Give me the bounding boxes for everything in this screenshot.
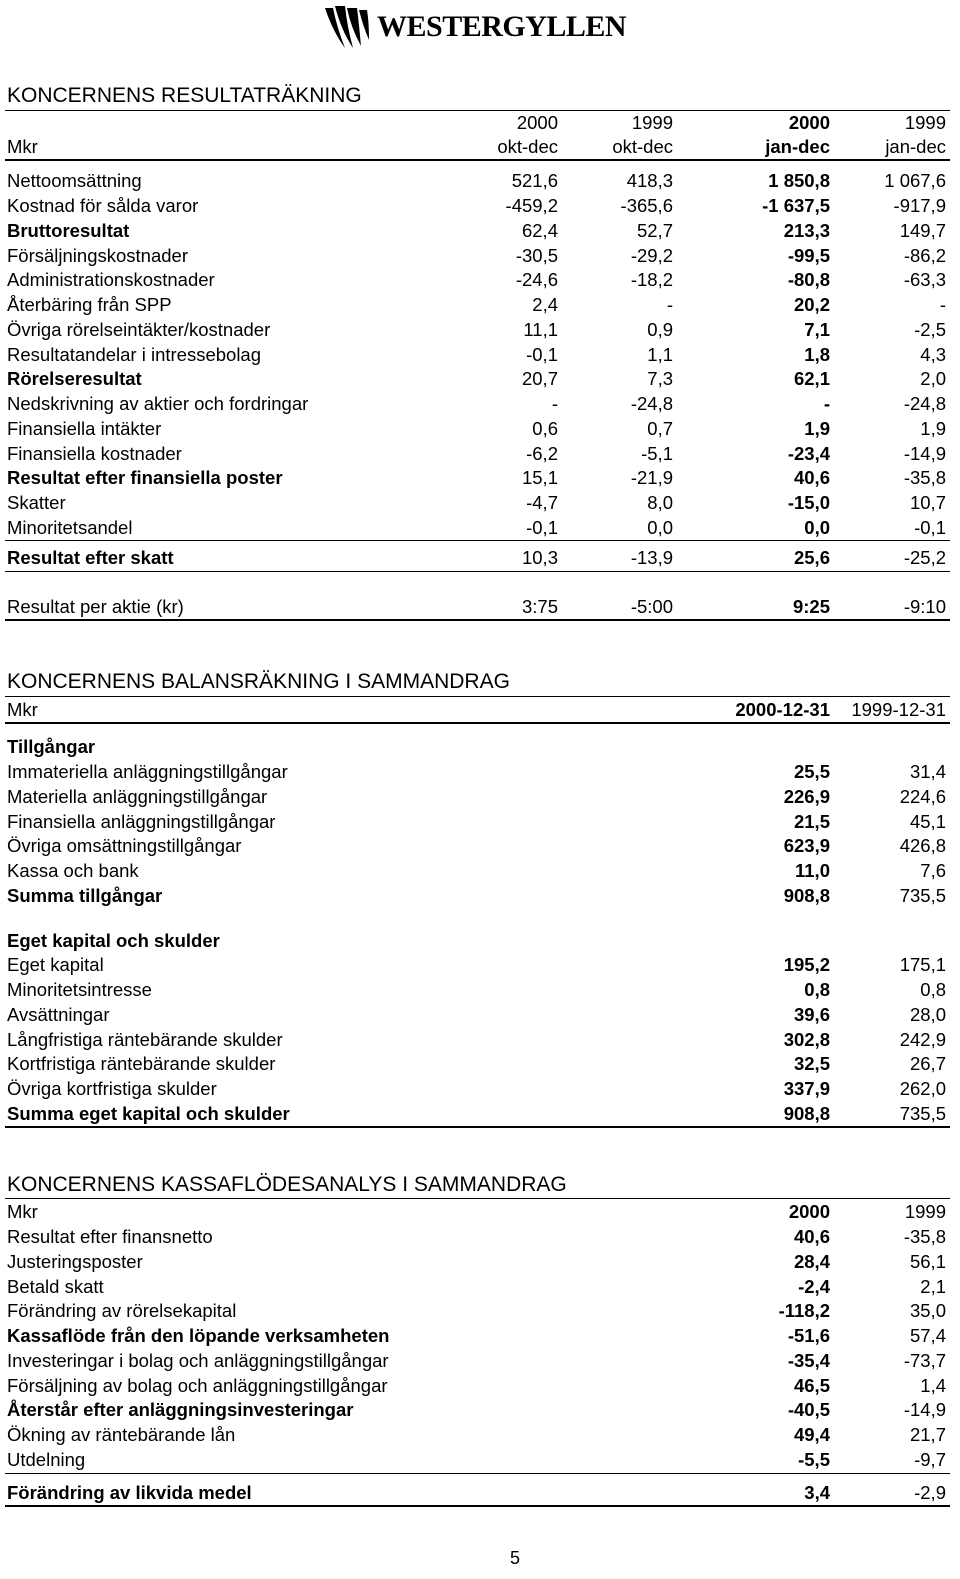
table-row <box>0 219 960 243</box>
col-year: 1999 <box>904 1201 946 1222</box>
table-row <box>0 1275 960 1299</box>
cell: 195,2 <box>783 954 830 975</box>
cell: - <box>551 393 558 414</box>
table-row <box>0 1077 960 1101</box>
row-label: Skatter <box>7 492 66 513</box>
cell: -13,9 <box>630 547 673 568</box>
row-label: Finansiella anläggningstillgångar <box>7 811 276 832</box>
cell: 3:75 <box>521 596 558 617</box>
row-label: Resultat efter finansiella poster <box>7 467 283 488</box>
cell: 46,5 <box>793 1375 830 1396</box>
cell: 521,6 <box>511 170 558 191</box>
cell: 1 850,8 <box>768 170 830 191</box>
cell: -0,1 <box>526 517 558 538</box>
cell: 0,8 <box>804 979 830 1000</box>
cashflow-title: KONCERNENS KASSAFLÖDESANALYS I SAMMANDRAG <box>7 1173 567 1196</box>
table-row <box>0 1398 960 1422</box>
cell: 2,1 <box>920 1276 946 1297</box>
cell: 21,5 <box>793 811 830 832</box>
cell: -5:00 <box>630 596 673 617</box>
row-label: Avsättningar <box>7 1004 110 1025</box>
cell: 39,6 <box>793 1004 830 1025</box>
cell: - <box>939 294 946 315</box>
row-label: Försäljning av bolag och anläggningstillgångar <box>7 1375 388 1396</box>
balance-sheet-title: KONCERNENS BALANSRÄKNING I SAMMANDRAG <box>7 670 510 693</box>
row-label: Finansiella intäkter <box>7 418 162 439</box>
row-label: Finansiella kostnader <box>7 443 182 464</box>
table-row <box>0 318 960 342</box>
income-header-periods <box>0 135 960 159</box>
cell: 25,5 <box>793 761 830 782</box>
divider <box>5 540 950 541</box>
cell: 25,6 <box>793 547 830 568</box>
company-logo <box>323 2 626 52</box>
cell: 9:25 <box>792 596 830 617</box>
cell: 1 067,6 <box>884 170 946 191</box>
col-year: 2000 <box>788 112 830 133</box>
cell: -73,7 <box>903 1350 946 1371</box>
cell: 26,7 <box>909 1053 946 1074</box>
cell: 15,1 <box>521 467 558 488</box>
cell: 735,5 <box>899 885 946 906</box>
cell: 28,4 <box>793 1251 830 1272</box>
col-year: 2000 <box>516 112 558 133</box>
table-row-total <box>0 546 960 570</box>
col-period: jan-dec <box>885 136 946 157</box>
table-row <box>0 1052 960 1076</box>
col-date: 1999-12-31 <box>851 699 946 720</box>
row-label: Investeringar i bolag och anläggningstillgångar <box>7 1350 389 1371</box>
cell: 302,8 <box>783 1029 830 1050</box>
col-period: okt-dec <box>612 136 673 157</box>
cell: 0,7 <box>647 418 673 439</box>
table-row <box>0 810 960 834</box>
table-row <box>0 516 960 540</box>
row-label: Administrationskostnader <box>7 269 215 290</box>
divider <box>5 1505 950 1507</box>
westergyllen-wave-emblem-icon <box>323 2 373 52</box>
row-label: Långfristiga räntebärande skulder <box>7 1029 283 1050</box>
table-row <box>0 834 960 858</box>
unit-label: Mkr <box>7 1201 38 1222</box>
cell: 40,6 <box>793 467 830 488</box>
cell: 175,1 <box>899 954 946 975</box>
table-row <box>0 343 960 367</box>
cell: 0,6 <box>532 418 558 439</box>
table-row <box>0 978 960 1002</box>
cell: 8,0 <box>647 492 673 513</box>
col-year: 1999 <box>631 112 673 133</box>
cell: 10,3 <box>521 547 558 568</box>
table-row <box>0 785 960 809</box>
cell: -6,2 <box>526 443 558 464</box>
cell: -24,8 <box>903 393 946 414</box>
cell: -40,5 <box>787 1399 830 1420</box>
divider <box>5 696 950 697</box>
cell: -25,2 <box>903 547 946 568</box>
divider <box>5 619 950 621</box>
cell: 0,0 <box>804 517 830 538</box>
row-label: Summa tillgångar <box>7 885 163 906</box>
cell: 7,1 <box>804 319 830 340</box>
unit-label: Mkr <box>7 699 38 720</box>
cell: 735,5 <box>899 1103 946 1124</box>
table-row <box>0 1423 960 1447</box>
cell: -63,3 <box>903 269 946 290</box>
section-heading <box>0 929 960 953</box>
cell: 1,4 <box>920 1375 946 1396</box>
income-statement-title: KONCERNENS RESULTATRÄKNING <box>7 84 362 107</box>
cell: -9,7 <box>914 1449 946 1470</box>
cell: 4,3 <box>920 344 946 365</box>
cell: 262,0 <box>899 1078 946 1099</box>
cell: 32,5 <box>793 1053 830 1074</box>
cell: 1,8 <box>804 344 830 365</box>
cell: -365,6 <box>620 195 673 216</box>
table-row <box>0 1299 960 1323</box>
table-row <box>0 392 960 416</box>
cell: 52,7 <box>636 220 673 241</box>
cell: -23,4 <box>787 443 830 464</box>
cell: -14,9 <box>903 1399 946 1420</box>
cell: -2,4 <box>798 1276 830 1297</box>
cell: 0,9 <box>647 319 673 340</box>
cell: -35,8 <box>903 467 946 488</box>
cell: 20,7 <box>521 368 558 389</box>
cell: 62,1 <box>793 368 830 389</box>
divider <box>5 1473 950 1474</box>
table-row <box>0 491 960 515</box>
divider <box>5 722 950 724</box>
cell: 1,9 <box>804 418 830 439</box>
cell: - <box>823 393 830 414</box>
row-label: Rörelseresultat <box>7 368 142 389</box>
cell: 11,1 <box>523 319 558 340</box>
row-label: Återbäring från SPP <box>7 294 172 315</box>
row-label: Förändring av rörelsekapital <box>7 1300 237 1321</box>
divider <box>5 159 950 161</box>
row-label: Justeringsposter <box>7 1251 143 1272</box>
cell: 11,0 <box>795 860 830 881</box>
table-row <box>0 417 960 441</box>
cell: 2,4 <box>532 294 558 315</box>
cell: -917,9 <box>893 195 946 216</box>
table-row <box>0 953 960 977</box>
cell: -5,1 <box>641 443 673 464</box>
cell: 623,9 <box>783 835 830 856</box>
cell: -0,1 <box>526 344 558 365</box>
cell: 49,4 <box>793 1424 830 1445</box>
cell: 2,0 <box>920 368 946 389</box>
cell: 7,3 <box>647 368 673 389</box>
col-period: okt-dec <box>497 136 558 157</box>
table-row <box>0 268 960 292</box>
row-label: Nettoomsättning <box>7 170 142 191</box>
liabilities-heading: Eget kapital och skulder <box>7 930 220 951</box>
cell: -0,1 <box>914 517 946 538</box>
cell: 226,9 <box>783 786 830 807</box>
row-label: Förändring av likvida medel <box>7 1482 252 1503</box>
cell: 0,0 <box>647 517 673 538</box>
cell: -459,2 <box>505 195 558 216</box>
cell: 20,2 <box>793 294 830 315</box>
table-row-total <box>0 884 960 908</box>
section-heading <box>0 735 960 759</box>
divider <box>5 1198 950 1199</box>
table-row <box>0 1250 960 1274</box>
table-row <box>0 1003 960 1027</box>
row-label: Immateriella anläggningstillgångar <box>7 761 288 782</box>
cell: -9:10 <box>903 596 946 617</box>
divider <box>5 571 950 572</box>
row-label: Försäljningskostnader <box>7 245 188 266</box>
cell: -24,6 <box>515 269 558 290</box>
cell: - <box>666 294 673 315</box>
cell: -21,9 <box>630 467 673 488</box>
row-label: Resultatandelar i intressebolag <box>7 344 262 365</box>
cell: 21,7 <box>909 1424 946 1445</box>
cell: 57,4 <box>909 1325 946 1346</box>
table-row <box>0 244 960 268</box>
col-date: 2000-12-31 <box>735 699 830 720</box>
row-label: Kostnad för sålda varor <box>7 195 199 216</box>
row-label: Materiella anläggningstillgångar <box>7 786 268 807</box>
cell: -2,9 <box>914 1482 946 1503</box>
cell: -86,2 <box>903 245 946 266</box>
row-label: Utdelning <box>7 1449 86 1470</box>
cell: -2,5 <box>914 319 946 340</box>
row-label: Minoritetsandel <box>7 517 133 538</box>
table-row <box>0 1374 960 1398</box>
row-label: Nedskrivning av aktier och fordringar <box>7 393 309 414</box>
row-label: Övriga omsättningstillgångar <box>7 835 242 856</box>
cell: 337,9 <box>783 1078 830 1099</box>
table-row <box>0 466 960 490</box>
cell: -4,7 <box>526 492 558 513</box>
row-label: Eget kapital <box>7 954 104 975</box>
cell: 426,8 <box>899 835 946 856</box>
cell: -80,8 <box>787 269 830 290</box>
table-row <box>0 1028 960 1052</box>
table-row <box>0 194 960 218</box>
row-label: Minoritetsintresse <box>7 979 152 1000</box>
cell: 213,3 <box>783 220 830 241</box>
cell: 908,8 <box>783 1103 830 1124</box>
cell: -5,5 <box>798 1449 830 1470</box>
table-row <box>0 1225 960 1249</box>
table-row <box>0 859 960 883</box>
row-label: Resultat efter finansnetto <box>7 1226 213 1247</box>
row-label: Ökning av räntebärande lån <box>7 1424 236 1445</box>
cell: 149,7 <box>899 220 946 241</box>
table-row <box>0 169 960 193</box>
balance-header <box>0 698 960 722</box>
cell: -118,2 <box>778 1300 830 1321</box>
table-row <box>0 367 960 391</box>
cell: 3,4 <box>804 1482 830 1503</box>
table-row <box>0 1448 960 1472</box>
row-label: Resultat per aktie (kr) <box>7 596 184 617</box>
cell: -51,6 <box>787 1325 830 1346</box>
cell: 28,0 <box>909 1004 946 1025</box>
row-label: Summa eget kapital och skulder <box>7 1103 290 1124</box>
row-label: Kortfristiga räntebärande skulder <box>7 1053 276 1074</box>
cell: 31,4 <box>909 761 946 782</box>
cell: -99,5 <box>787 245 830 266</box>
cell: -1 637,5 <box>762 195 830 216</box>
cell: -30,5 <box>515 245 558 266</box>
cell: -29,2 <box>630 245 673 266</box>
row-label: Övriga kortfristiga skulder <box>7 1078 217 1099</box>
cell: 418,3 <box>626 170 673 191</box>
cell: -35,8 <box>903 1226 946 1247</box>
cell: 0,8 <box>920 979 946 1000</box>
cell: 1,1 <box>647 344 673 365</box>
cell: 45,1 <box>909 811 946 832</box>
row-label: Kassaflöde från den löpande verksamheten <box>7 1325 390 1346</box>
company-name: WESTERGYLLEN <box>377 10 627 43</box>
row-label: Bruttoresultat <box>7 220 130 241</box>
cell: 10,7 <box>909 492 946 513</box>
unit-label: Mkr <box>7 136 38 157</box>
table-row-total <box>0 1481 960 1505</box>
cell: 908,8 <box>783 885 830 906</box>
table-row <box>0 293 960 317</box>
cell: 62,4 <box>521 220 558 241</box>
col-year: 1999 <box>904 112 946 133</box>
cell: -35,4 <box>787 1350 830 1371</box>
col-period: jan-dec <box>765 136 830 157</box>
table-row <box>0 1349 960 1373</box>
cashflow-header <box>0 1200 960 1224</box>
income-header-years <box>0 111 960 135</box>
table-row <box>0 1324 960 1348</box>
table-row-per-share <box>0 595 960 619</box>
cell: 224,6 <box>899 786 946 807</box>
table-row <box>0 442 960 466</box>
cell: 7,6 <box>920 860 946 881</box>
table-row-total <box>0 1102 960 1126</box>
row-label: Betald skatt <box>7 1276 104 1297</box>
cell: -15,0 <box>787 492 830 513</box>
row-label: Återstår efter anläggningsinvesteringar <box>7 1399 354 1420</box>
cell: -14,9 <box>903 443 946 464</box>
table-row <box>0 760 960 784</box>
assets-heading: Tillgångar <box>7 736 96 757</box>
cell: -24,8 <box>630 393 673 414</box>
row-label: Kassa och bank <box>7 860 139 881</box>
cell: 56,1 <box>909 1251 946 1272</box>
cell: 1,9 <box>920 418 946 439</box>
cell: 35,0 <box>909 1300 946 1321</box>
cell: 40,6 <box>793 1226 830 1247</box>
row-label: Resultat efter skatt <box>7 547 174 568</box>
cell: 242,9 <box>899 1029 946 1050</box>
page-number: 5 <box>509 1548 520 1568</box>
row-label: Övriga rörelseintäkter/kostnader <box>7 319 271 340</box>
cell: -18,2 <box>630 269 673 290</box>
col-year: 2000 <box>788 1201 830 1222</box>
divider <box>5 1126 950 1128</box>
